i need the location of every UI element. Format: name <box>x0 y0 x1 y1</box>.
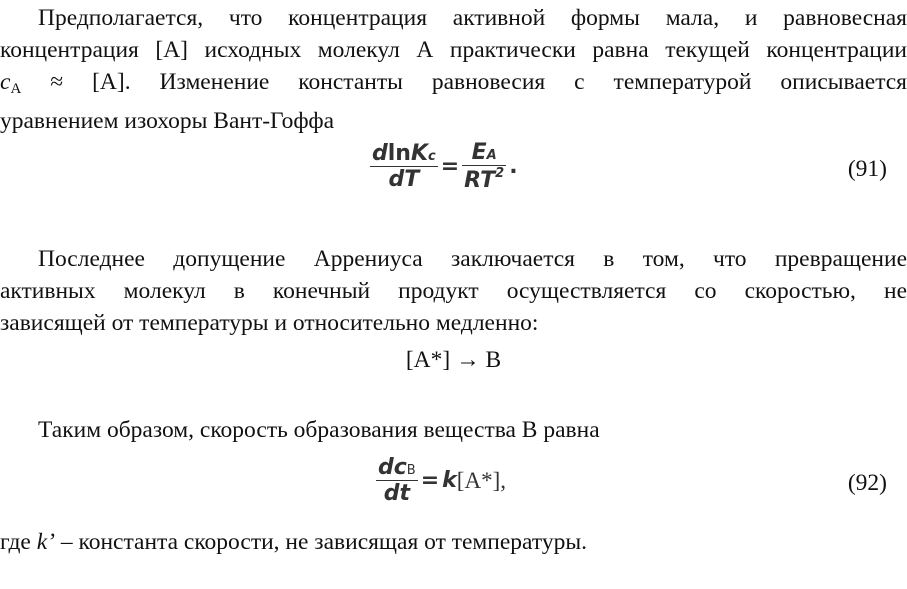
reaction-scheme: [A*] → B <box>405 347 502 373</box>
eq91-rhs-fraction: $\frac{EA}{RT^2}$ <box>464 140 505 193</box>
paragraph-2-line-3: зависящей от температуры и относительно медленно: <box>0 310 539 336</box>
paragraph-4 <box>0 526 907 558</box>
equation-91: $\frac{\text{dlnKc}}{dT}$ = $\frac{EA}{RT^2}$ . <box>372 140 518 193</box>
paragraph-2 <box>0 243 907 339</box>
paragraph-3-line-1: Таким образом, скорость образования вещества B равна <box>38 417 600 443</box>
paragraph-1-line-4: уравнением изохоры Вант-Гоффа <box>0 108 335 134</box>
paragraph-2-line-1: Последнее допущение Аррениуса заключается в том, что превращение <box>38 246 907 272</box>
equation-number-92: (92) <box>847 470 887 496</box>
paragraph-3 <box>0 414 907 446</box>
eq92-lhs-fraction: $\frac{\text{dcB}}{dt}$ <box>378 455 416 506</box>
paragraph-4-line-1: где k’ – константа скорости, не зависящая от температуры. <box>0 529 587 555</box>
eq91-lhs-fraction: $\frac{\text{dlnKc}}{dT}$ <box>372 141 436 192</box>
equation-92: $\frac{\text{dcB}}{dt}$ = k[A*], <box>378 455 506 506</box>
paragraph-1-line-3: $c_A \approx [A]$. Изменение константы равновесия с температурой описывается <box>0 69 907 97</box>
paragraph-1-line-1: Предполагается, что концентрация активной формы мала, и равновесная <box>38 5 907 31</box>
paragraph-1-line-2: концентрация [A] исходных молекул А практически равна текущей концентрации <box>0 37 907 63</box>
equation-number-91: (91) <box>847 156 887 182</box>
paragraph-1 <box>0 2 907 137</box>
paragraph-2-line-2: активных молекул в конечный продукт осуществляется со скоростью, не <box>0 278 907 304</box>
